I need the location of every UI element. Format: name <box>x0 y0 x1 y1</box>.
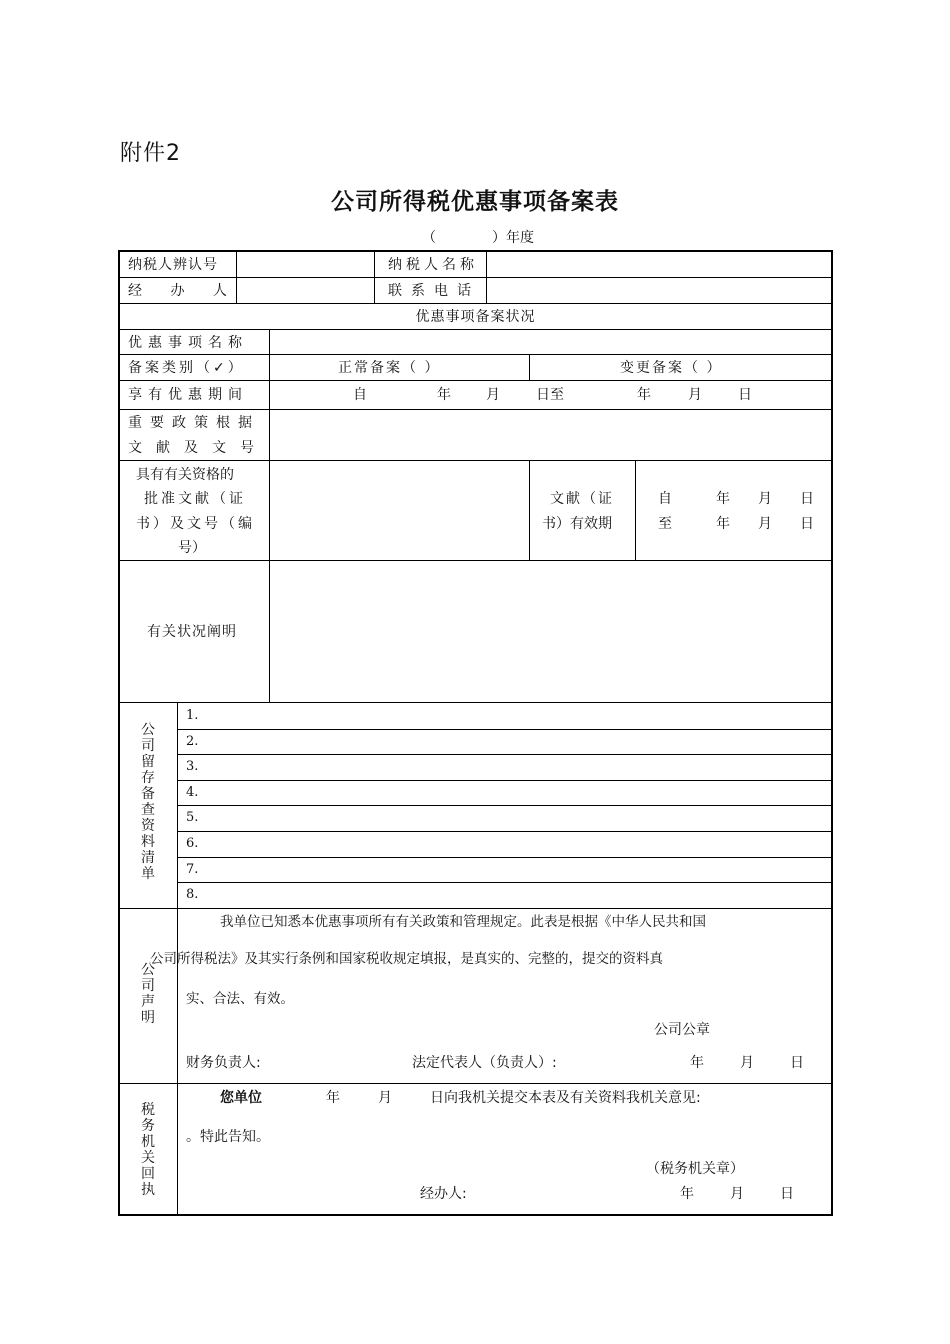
validity-from-day: 日 <box>800 491 814 507</box>
finance-head-label: 财务负责人: <box>186 1055 261 1071</box>
legal-rep-label: 法定代表人（负责人）: <box>412 1055 557 1071</box>
validity-to-day: 日 <box>800 516 814 532</box>
qualification-label-1: 具有有关资格的 <box>136 467 234 483</box>
receipt-handler-label: 经办人: <box>420 1186 467 1202</box>
period-month: 月 <box>486 387 500 403</box>
taxpayer-name-label: 纳税人名称 <box>388 257 478 273</box>
receipt-date-month: 月 <box>730 1186 744 1202</box>
handler-label: 经 办 人 <box>128 283 239 299</box>
retained-doc-item-8[interactable]: 8. <box>186 887 199 902</box>
handler-field[interactable] <box>237 278 373 303</box>
receipt-line-1-month: 月 <box>378 1090 392 1106</box>
declaration-line-1: 我单位已知悉本优惠事项所有有关政策和管理规定。此表是根据《中华人民共和国 <box>220 914 706 930</box>
year-line <box>422 227 534 247</box>
receipt-label: 税务机关回执 <box>141 1102 155 1198</box>
validity-to-year: 年 <box>716 516 730 532</box>
phone-label: 联系电话 <box>388 283 480 299</box>
declaration-date-month: 月 <box>740 1055 754 1071</box>
retained-doc-item-7[interactable]: 7. <box>186 862 199 877</box>
retained-doc-item-3[interactable]: 3. <box>186 759 199 774</box>
situation-label: 有关状况阐明 <box>147 624 237 640</box>
validity-from-year: 年 <box>716 491 730 507</box>
item-name-label: 优惠事项名称 <box>128 335 248 351</box>
phone-field[interactable] <box>487 278 831 303</box>
receipt-line-2: 。特此告知。 <box>186 1129 270 1145</box>
receipt-date-year: 年 <box>680 1186 694 1202</box>
period-day2: 日 <box>738 387 752 403</box>
declaration-date-day: 日 <box>790 1055 804 1071</box>
filing-normal-option[interactable]: 正常备案（ ） <box>338 360 441 376</box>
validity-label-2: 书）有效期 <box>542 516 612 532</box>
qualification-label-4: 号） <box>178 540 206 556</box>
period-day-to: 日至 <box>536 387 564 403</box>
retained-doc-item-5[interactable]: 5. <box>186 810 199 825</box>
page-title: 公司所得税优惠事项备案表 <box>331 189 619 215</box>
year-close-label: ）年度 <box>492 230 534 246</box>
validity-from-month: 月 <box>758 491 772 507</box>
item-name-field[interactable] <box>270 330 831 354</box>
qualification-label-2: 批准文献（证 <box>144 491 246 507</box>
qualification-label-3: 书）及文号（编 <box>136 516 255 532</box>
receipt-date-day: 日 <box>780 1186 794 1202</box>
period-year: 年 <box>437 387 451 403</box>
validity-to-mark: 至 <box>658 516 672 532</box>
retained-doc-item-6[interactable]: 6. <box>186 836 199 851</box>
period-month2: 月 <box>688 387 702 403</box>
qualification-field[interactable] <box>270 461 528 560</box>
attachment-label: 附件2 <box>120 141 181 166</box>
receipt-line-1-year: 年 <box>326 1090 340 1106</box>
period-year2: 年 <box>637 387 651 403</box>
validity-to-month: 月 <box>758 516 772 532</box>
policy-basis-label-2: 文献及文号 <box>128 440 268 456</box>
section-title: 优惠事项备案状况 <box>415 309 536 325</box>
taxpayer-name-field[interactable] <box>487 252 831 277</box>
filing-type-label: 备案类别（✓） <box>128 360 245 376</box>
validity-from-mark: 自 <box>658 491 672 507</box>
taxpayer-id-field[interactable] <box>237 252 373 277</box>
policy-basis-field[interactable] <box>270 410 831 460</box>
retained-doc-item-2[interactable]: 2. <box>186 734 199 749</box>
declaration-date-year: 年 <box>690 1055 704 1071</box>
taxpayer-id-label: 纳税人辨认号 <box>128 257 218 273</box>
retained-doc-item-4[interactable]: 4. <box>186 785 199 800</box>
filing-change-option[interactable]: 变更备案（ ） <box>620 360 723 376</box>
policy-basis-label-1: 重要政策根据 <box>128 415 260 431</box>
declaration-seal: 公司公章 <box>654 1022 710 1038</box>
receipt-line-1-rest: 日向我机关提交本表及有关资料我机关意见: <box>430 1090 701 1106</box>
validity-label-1: 文献（证 <box>550 491 614 507</box>
retained-docs-label: 公司留存备查资料清单 <box>141 722 155 882</box>
declaration-line-3: 实、合法、有效。 <box>186 991 294 1007</box>
receipt-line-1-a: 您单位 <box>220 1090 262 1106</box>
period-label: 享有优惠期间 <box>128 387 248 403</box>
declaration-line-2: 公司所得税法》及其实行条例和国家税收规定填报，是真实的、完整的，提交的资料真 <box>150 951 663 967</box>
retained-doc-item-1[interactable]: 1. <box>186 708 199 723</box>
filing-form-table <box>118 250 833 1216</box>
declaration-label: 公司声明 <box>141 962 155 1026</box>
year-open-paren: （ <box>422 230 436 246</box>
receipt-seal: （税务机关章） <box>646 1161 744 1177</box>
situation-field[interactable] <box>270 561 831 702</box>
period-from: 自 <box>353 387 367 403</box>
